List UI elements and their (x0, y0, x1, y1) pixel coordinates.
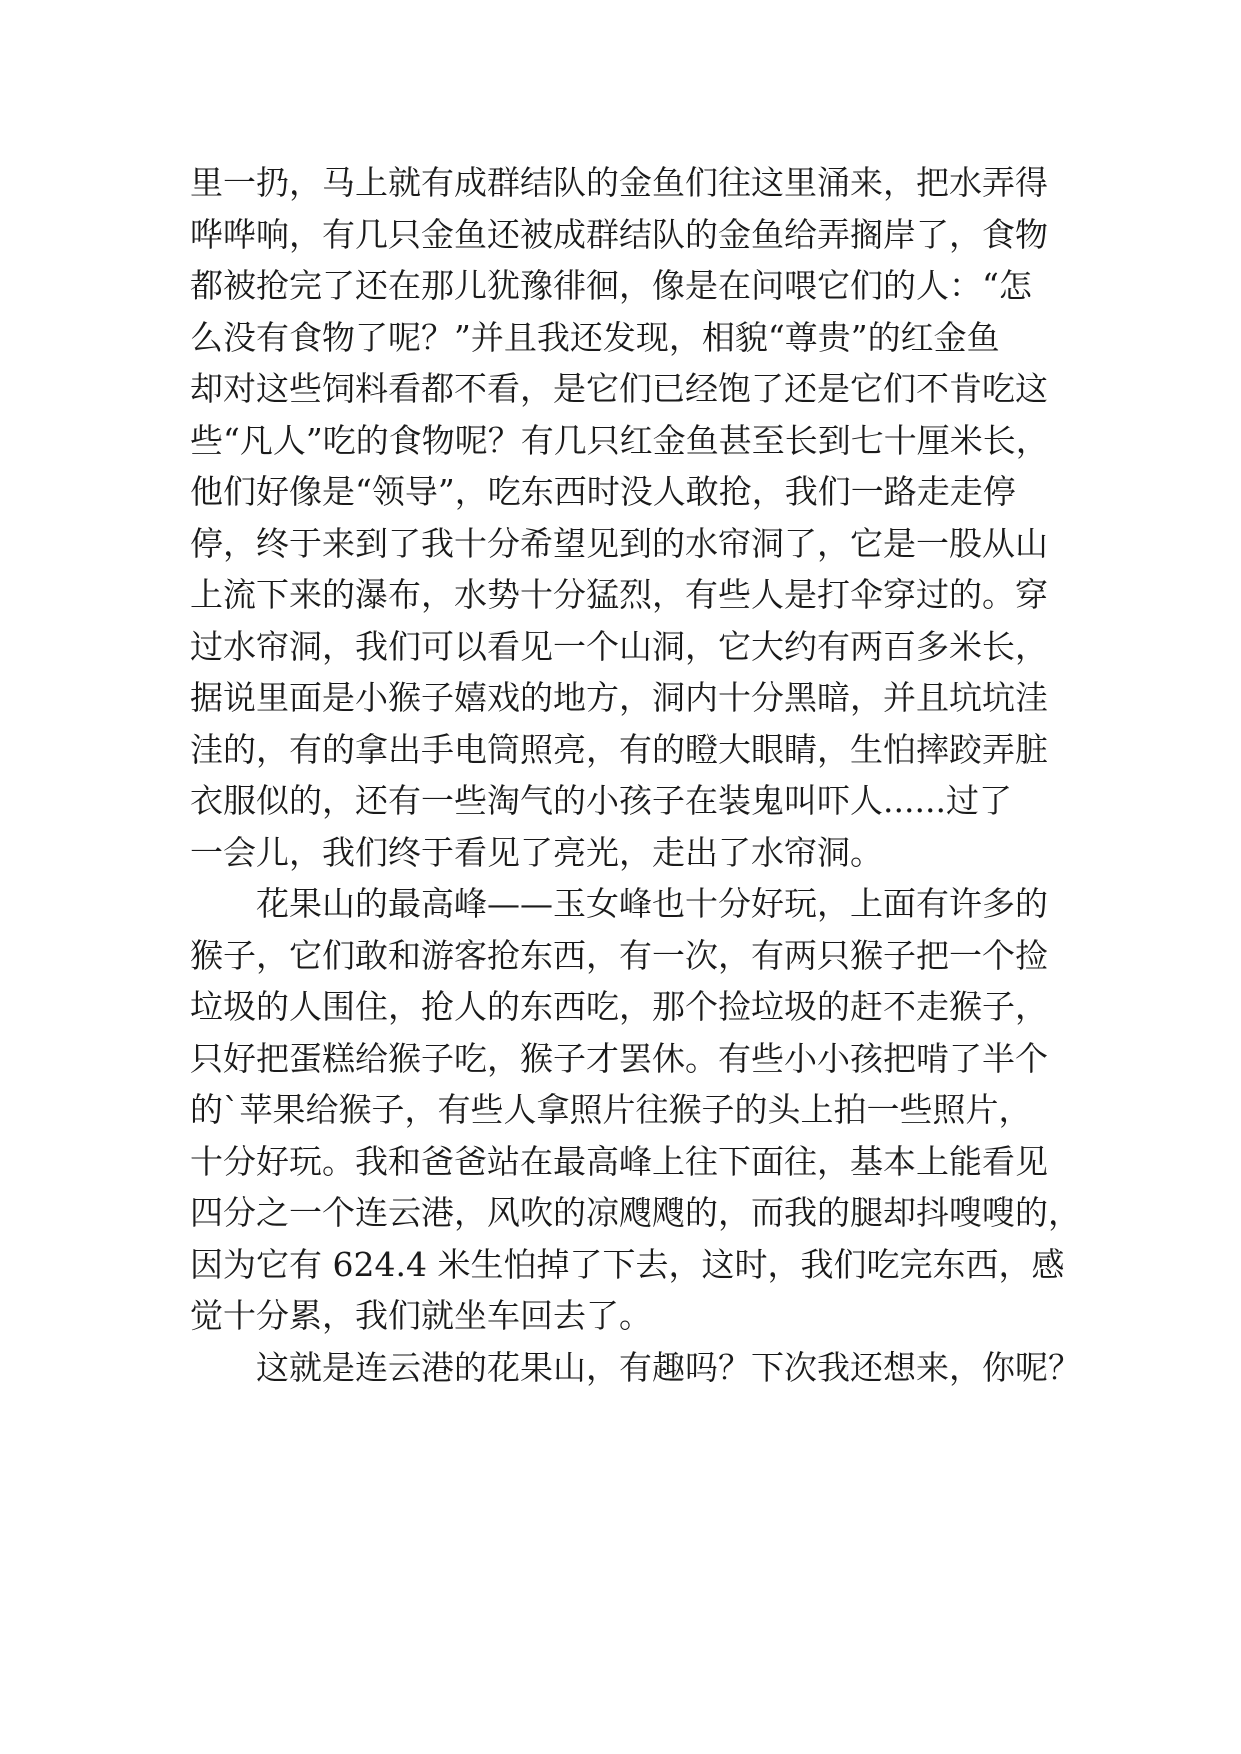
text-line: 他们好像是“领导”，吃东西时没人敢抢，我们一路走走停 (190, 472, 1016, 511)
text-line: 十分好玩。我和爸爸站在最高峰上往下面往，基本上能看见 (190, 1141, 1048, 1181)
text-line: 些“凡人”吃的食物呢？有几只红金鱼甚至长到七十厘米长， (190, 420, 1049, 460)
text-line: 只好把蛋糕给猴子吃，猴子才罢休。有些小小孩把啃了半个 (190, 1038, 1048, 1078)
text-line: 都被抢完了还在那儿犹豫徘徊，像是在问喂它们的人：“怎 (190, 266, 1032, 305)
paragraph-start-line: 花果山的最高峰——玉女峰也十分好玩，上面有许多的 (256, 884, 1048, 923)
text-line: 停，终于来到了我十分希望见到的水帘洞了，它是一股从山 (190, 523, 1048, 563)
text-line: 据说里面是小猴子嬉戏的地方，洞内十分黑暗，并且坑坑洼 (190, 678, 1048, 717)
text-line: 衣服似的，还有一些淘气的小孩子在装鬼叫吓人......过了 (190, 781, 1012, 820)
text-line: 过水帘洞，我们可以看见一个山洞，它大约有两百多米长， (190, 626, 1048, 666)
text-line: 哗哗响，有几只金鱼还被成群结队的金鱼给弄搁岸了，食物 (190, 214, 1048, 254)
text-line: 垃圾的人围住，抢人的东西吃，那个捡垃圾的赶不走猴子， (190, 987, 1048, 1026)
text-line: 么没有食物了呢？”并且我还发现，相貌“尊贵”的红金鱼 (190, 317, 1000, 357)
text-line: 里一扔，马上就有成群结队的金鱼们往这里涌来，把水弄得 (190, 163, 1048, 202)
text-line: 的`苹果给猴子，有些人拿照片往猴子的头上拍一些照片， (190, 1090, 1032, 1129)
text-line: 四分之一个连云港，风吹的凉飕飕的，而我的腿却抖嗖嗖的， (190, 1193, 1081, 1232)
text-line: 却对这些饲料看都不看，是它们已经饱了还是它们不肯吃这 (190, 369, 1048, 408)
text-line: 因为它有 624.4 米生怕掉了下去，这时，我们吃完东西，感 (190, 1244, 1065, 1284)
text-line: 上流下来的瀑布，水势十分猛烈，有些人是打伞穿过的。穿 (190, 575, 1048, 614)
text-line: 觉十分累，我们就坐车回去了。 (190, 1296, 652, 1335)
text-line: 猴子，它们敢和游客抢东西，有一次，有两只猴子把一个捡 (190, 935, 1048, 975)
paragraph-start-line: 这就是连云港的花果山，有趣吗？下次我还想来，你呢？ (256, 1347, 1081, 1387)
text-line: 洼的，有的拿出手电筒照亮，有的瞪大眼睛，生怕摔跤弄脏 (190, 729, 1048, 769)
text-line: 一会儿，我们终于看见了亮光，走出了水帘洞。 (190, 832, 883, 872)
body-text (190, 157, 1081, 1393)
